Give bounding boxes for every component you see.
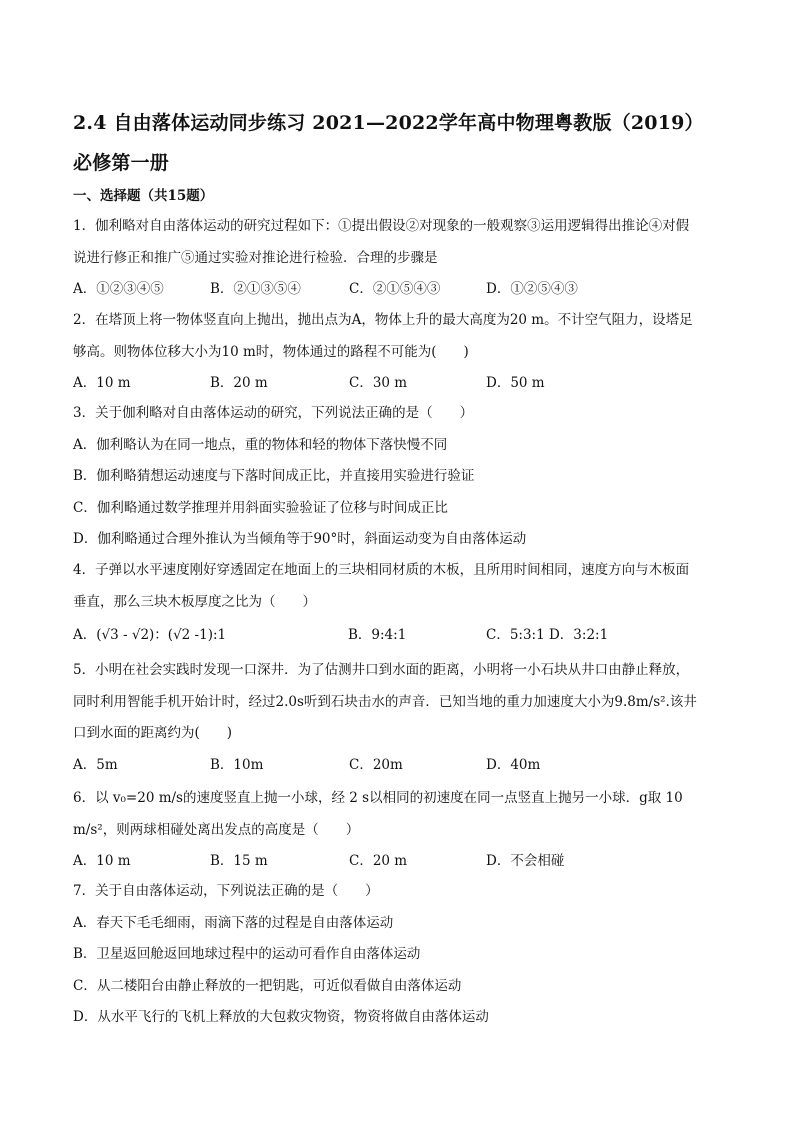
question-stem-line: m/s²，则两球相碰处离出发点的高度是（ ） — [73, 821, 360, 838]
question-stem-line: 3．关于伽利略对自由落体运动的研究，下列说法正确的是（ ） — [73, 405, 474, 421]
option-d: D．40m — [486, 756, 541, 773]
question-stem-line: 口到水面的距离约为( ) — [73, 725, 233, 741]
option-c: C．伽利略通过数学推理并用斜面实验验证了位移与时间成正比 — [73, 499, 448, 516]
options-row — [73, 618, 723, 652]
option-c-d: C．5:3:1 D．3:2:1 — [486, 627, 609, 643]
options-row — [73, 846, 723, 878]
option-d: D．不会相碰 — [486, 853, 565, 869]
option-a: A．(√3 - √2)：(√2 -1):1 — [73, 627, 227, 643]
option-a: A．伽利略认为在同一地点，重的物体和轻的物体下落快慢不同 — [73, 436, 448, 453]
option-d: D．50 m — [486, 375, 545, 391]
option-b: B．②①③⑤④ — [210, 281, 301, 297]
title-line-1: 2.4 自由落体运动同步练习 2021—2022学年高中物理粤教版（2019） — [73, 112, 704, 134]
question-4 — [73, 555, 723, 652]
option-c: C．30 m — [349, 375, 408, 391]
options-row — [73, 750, 723, 782]
question-stem-line: 同时利用智能手机开始计时，经过2.0s听到石块击水的声音．已知当地的重力加速度大小为9.8m/s².该井 — [73, 693, 697, 710]
question-1 — [73, 211, 723, 306]
option-b: B．10m — [210, 756, 264, 773]
question-stem-line: 5．小明在社会实践时发现一口深井．为了估测井口到水面的距离，小明将一小石块从井口由静止释放， — [73, 662, 690, 678]
option-a: A．5m — [73, 756, 118, 773]
question-7 — [73, 876, 723, 1034]
question-5 — [73, 655, 723, 781]
option-d: D．①②⑤④③ — [486, 281, 578, 297]
option-a: A．①②③④⑤ — [73, 281, 164, 297]
options-row — [73, 368, 723, 400]
question-stem-line: 垂直，那么三块木板厚度之比为（ ） — [73, 593, 316, 610]
question-stem-line: 4．子弹以水平速度刚好穿透固定在地面上的三块相同材质的木板，且所用时间相同，速度方向与木板面 — [73, 562, 690, 578]
question-6 — [73, 783, 723, 878]
question-stem-line: 2．在塔顶上将一物体竖直向上抛出，抛出点为A，物体上升的最大高度为20 m。不计空气阻力，设塔足 — [73, 312, 693, 328]
document-title — [73, 103, 733, 183]
option-b: B．15 m — [210, 853, 268, 869]
option-b: B．伽利略猜想运动速度与下落时间成正比，并直接用实验进行验证 — [73, 468, 475, 484]
option-a: A．10 m — [73, 375, 131, 391]
question-2 — [73, 305, 723, 400]
options-row — [73, 274, 723, 306]
option-c: C．从二楼阳台由静止释放的一把钥匙，可近似看做自由落体运动 — [73, 977, 462, 994]
option-b: B．9:4:1 — [348, 627, 407, 643]
question-stem-line: 说进行修正和推广⑤通过实验对推论进行检验．合理的步骤是 — [73, 249, 438, 266]
question-stem-line: 7．关于自由落体运动，下列说法正确的是（ ） — [73, 883, 379, 899]
section-heading: 一、选择题（共15题） — [73, 188, 214, 204]
option-d: D．伽利略通过合理外推认为当倾角等于90°时，斜面运动变为自由落体运动 — [73, 531, 527, 547]
option-b: B．卫星返回舱返回地球过程中的运动可看作自由落体运动 — [73, 946, 421, 962]
option-c: C．20m — [349, 756, 403, 773]
question-3 — [73, 398, 723, 556]
option-d: D．从水平飞行的飞机上释放的大包救灾物资，物资将做自由落体运动 — [73, 1009, 489, 1025]
option-a: A．10 m — [73, 853, 131, 869]
option-a: A．春天下毛毛细雨，雨滴下落的过程是自由落体运动 — [73, 914, 394, 931]
option-c: C．20 m — [349, 853, 408, 869]
title-line-2: 必修第一册 — [73, 152, 170, 174]
question-stem-line: 够高。则物体位移大小为10 m时，物体通过的路程不可能为( ) — [73, 343, 469, 360]
question-stem-line: 6．以 v₀=20 m/s的速度竖直上抛一小球，经 2 s以相同的初速度在同一点竖直上抛另一小球．g取 10 — [73, 790, 683, 806]
option-b: B．20 m — [210, 375, 268, 391]
question-stem-line: 1．伽利略对自由落体运动的研究过程如下：①提出假设②对现象的一般观察③运用逻辑得出推论④对假 — [73, 218, 690, 234]
option-c: C．②①⑤④③ — [349, 281, 441, 297]
